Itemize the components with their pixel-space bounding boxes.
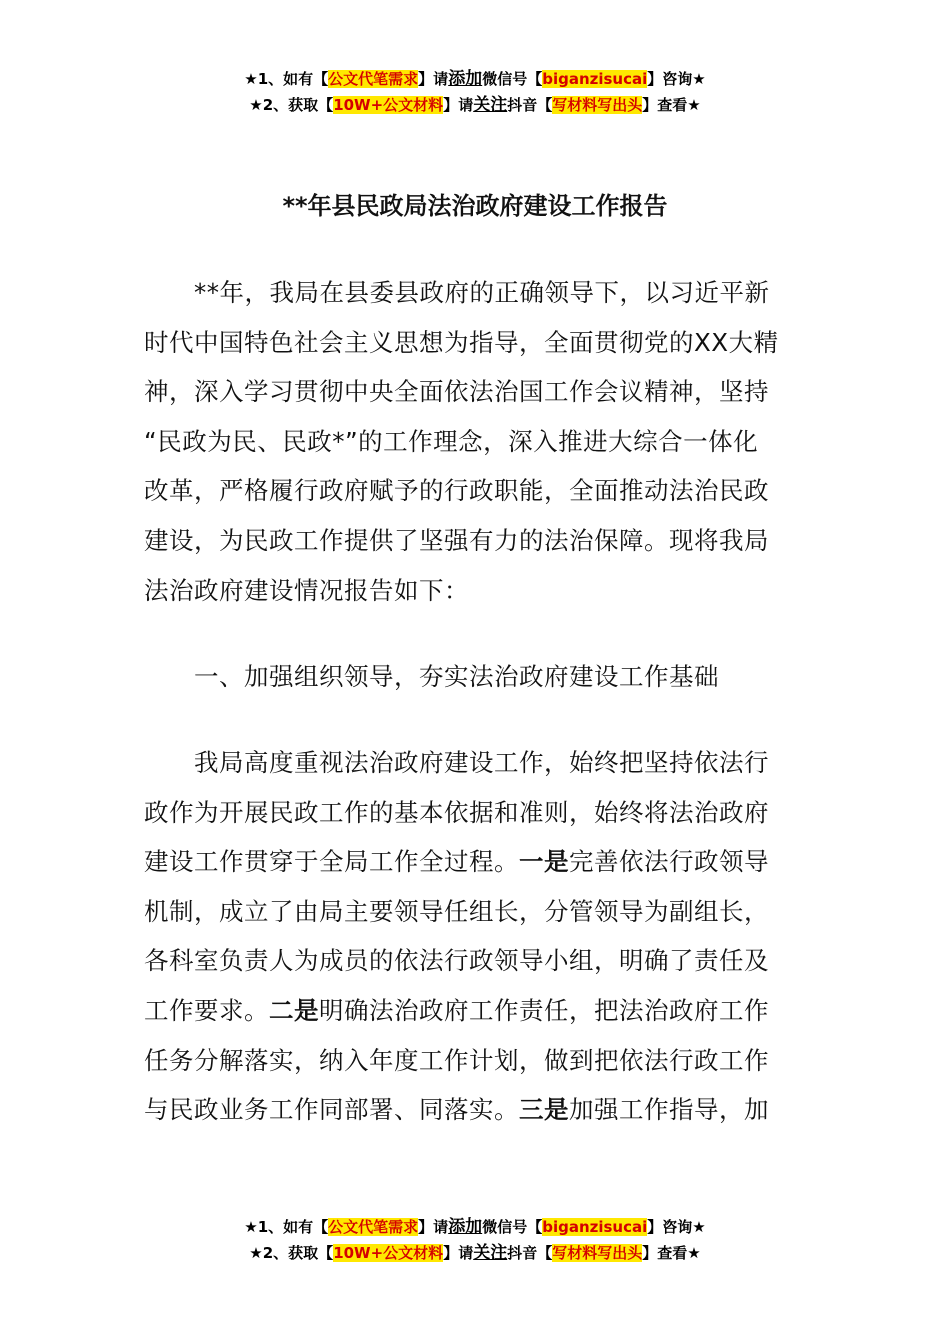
text-run: 工作要求。 <box>144 995 269 1025</box>
notice-text: ★1、如有【 <box>244 70 329 88</box>
bold-marker: 一是 <box>519 847 569 877</box>
paragraph-line: 我局高度重视法治政府建设工作，始终把坚持依法行 <box>194 748 769 777</box>
notice-line-2 <box>0 92 950 118</box>
header-notice <box>0 66 950 118</box>
text-run: 完善依法行政领导 <box>569 847 769 877</box>
paragraph-line <box>144 1085 808 1135</box>
notice-highlight: 10W+公文材料 <box>333 96 444 114</box>
notice-text: 】请 <box>443 1244 474 1262</box>
notice-emphasis: 关注 <box>473 1243 508 1263</box>
notice-text: 抖音【 <box>507 96 553 114</box>
footer-notice <box>0 1214 950 1266</box>
notice-emphasis: 添加 <box>448 69 483 89</box>
notice-highlight: 写材料写出头 <box>552 96 643 114</box>
notice-text: 】请 <box>418 1218 449 1236</box>
bold-marker: 三是 <box>519 1095 569 1125</box>
intro-paragraph <box>144 268 808 615</box>
paragraph-line: 政作为开展民政工作的基本依据和准则，始终将法治政府 <box>144 797 769 827</box>
document-title: **年县民政局法治政府建设工作报告 <box>282 192 668 220</box>
notice-highlight: biganzisucai <box>542 1218 648 1236</box>
paragraph-line: **年，我局在县委县政府的正确领导下，以习近平新 <box>194 278 770 307</box>
text-run: 明确法治政府工作责任，把法治政府工作 <box>319 995 769 1025</box>
notice-text: 微信号【 <box>482 1218 543 1236</box>
notice-highlight: 公文代笔需求 <box>328 1218 419 1236</box>
section-heading-text: 一、加强组织领导，夯实法治政府建设工作基础 <box>194 662 719 691</box>
notice-text: 】咨询★ <box>647 1218 706 1236</box>
paragraph-line: 任务分解落实，纳入年度工作计划，做到把依法行政工作 <box>144 1045 769 1075</box>
paragraph-line: 神，深入学习贯彻中央全面依法治国工作会议精神，坚持 <box>144 377 769 407</box>
notice-text: 】请 <box>443 96 474 114</box>
text-run: 建设工作贯穿于全局工作全过程。 <box>144 847 519 877</box>
notice-text: 】请 <box>418 70 449 88</box>
notice-text: 】查看★ <box>642 1244 701 1262</box>
notice-text: 抖音【 <box>507 1244 553 1262</box>
notice-highlight: 10W+公文材料 <box>333 1244 444 1262</box>
paragraph-line: 建设，为民政工作提供了坚强有力的法治保障。现将我局 <box>144 525 769 555</box>
paragraph-line: “民政为民、民政*”的工作理念，深入推进大综合一体化 <box>144 426 759 456</box>
text-run: 与民政业务工作同部署、同落实。 <box>144 1095 519 1125</box>
bold-marker: 二是 <box>269 995 319 1025</box>
notice-text: ★2、获取【 <box>249 1244 334 1262</box>
paragraph-line: 各科室负责人为成员的依法行政领导小组，明确了责任及 <box>144 946 769 976</box>
notice-emphasis: 关注 <box>473 95 508 115</box>
notice-line-1 <box>0 1214 950 1240</box>
paragraph-line: 机制，成立了由局主要领导任组长，分管领导为副组长， <box>144 896 769 926</box>
paragraph-line: 时代中国特色社会主义思想为指导，全面贯彻党的XX大精 <box>144 327 779 357</box>
notice-line-1 <box>0 66 950 92</box>
section-paragraph <box>144 738 808 1135</box>
paragraph-line: 改革，严格履行政府赋予的行政职能，全面推动法治民政 <box>144 476 769 506</box>
notice-highlight: biganzisucai <box>542 70 648 88</box>
notice-line-2 <box>0 1240 950 1266</box>
paragraph-line: 法治政府建设情况报告如下： <box>144 575 469 605</box>
paragraph-line <box>144 986 808 1036</box>
notice-highlight: 写材料写出头 <box>552 1244 643 1262</box>
text-run: 加强工作指导，加 <box>569 1095 769 1125</box>
notice-text: 】查看★ <box>642 96 701 114</box>
notice-text: 】咨询★ <box>647 70 706 88</box>
notice-text: 微信号【 <box>482 70 543 88</box>
notice-text: ★2、获取【 <box>249 96 334 114</box>
notice-text: ★1、如有【 <box>244 1218 329 1236</box>
paragraph-line <box>144 837 808 887</box>
section-heading <box>144 652 808 702</box>
notice-highlight: 公文代笔需求 <box>328 70 419 88</box>
notice-emphasis: 添加 <box>448 1217 483 1237</box>
